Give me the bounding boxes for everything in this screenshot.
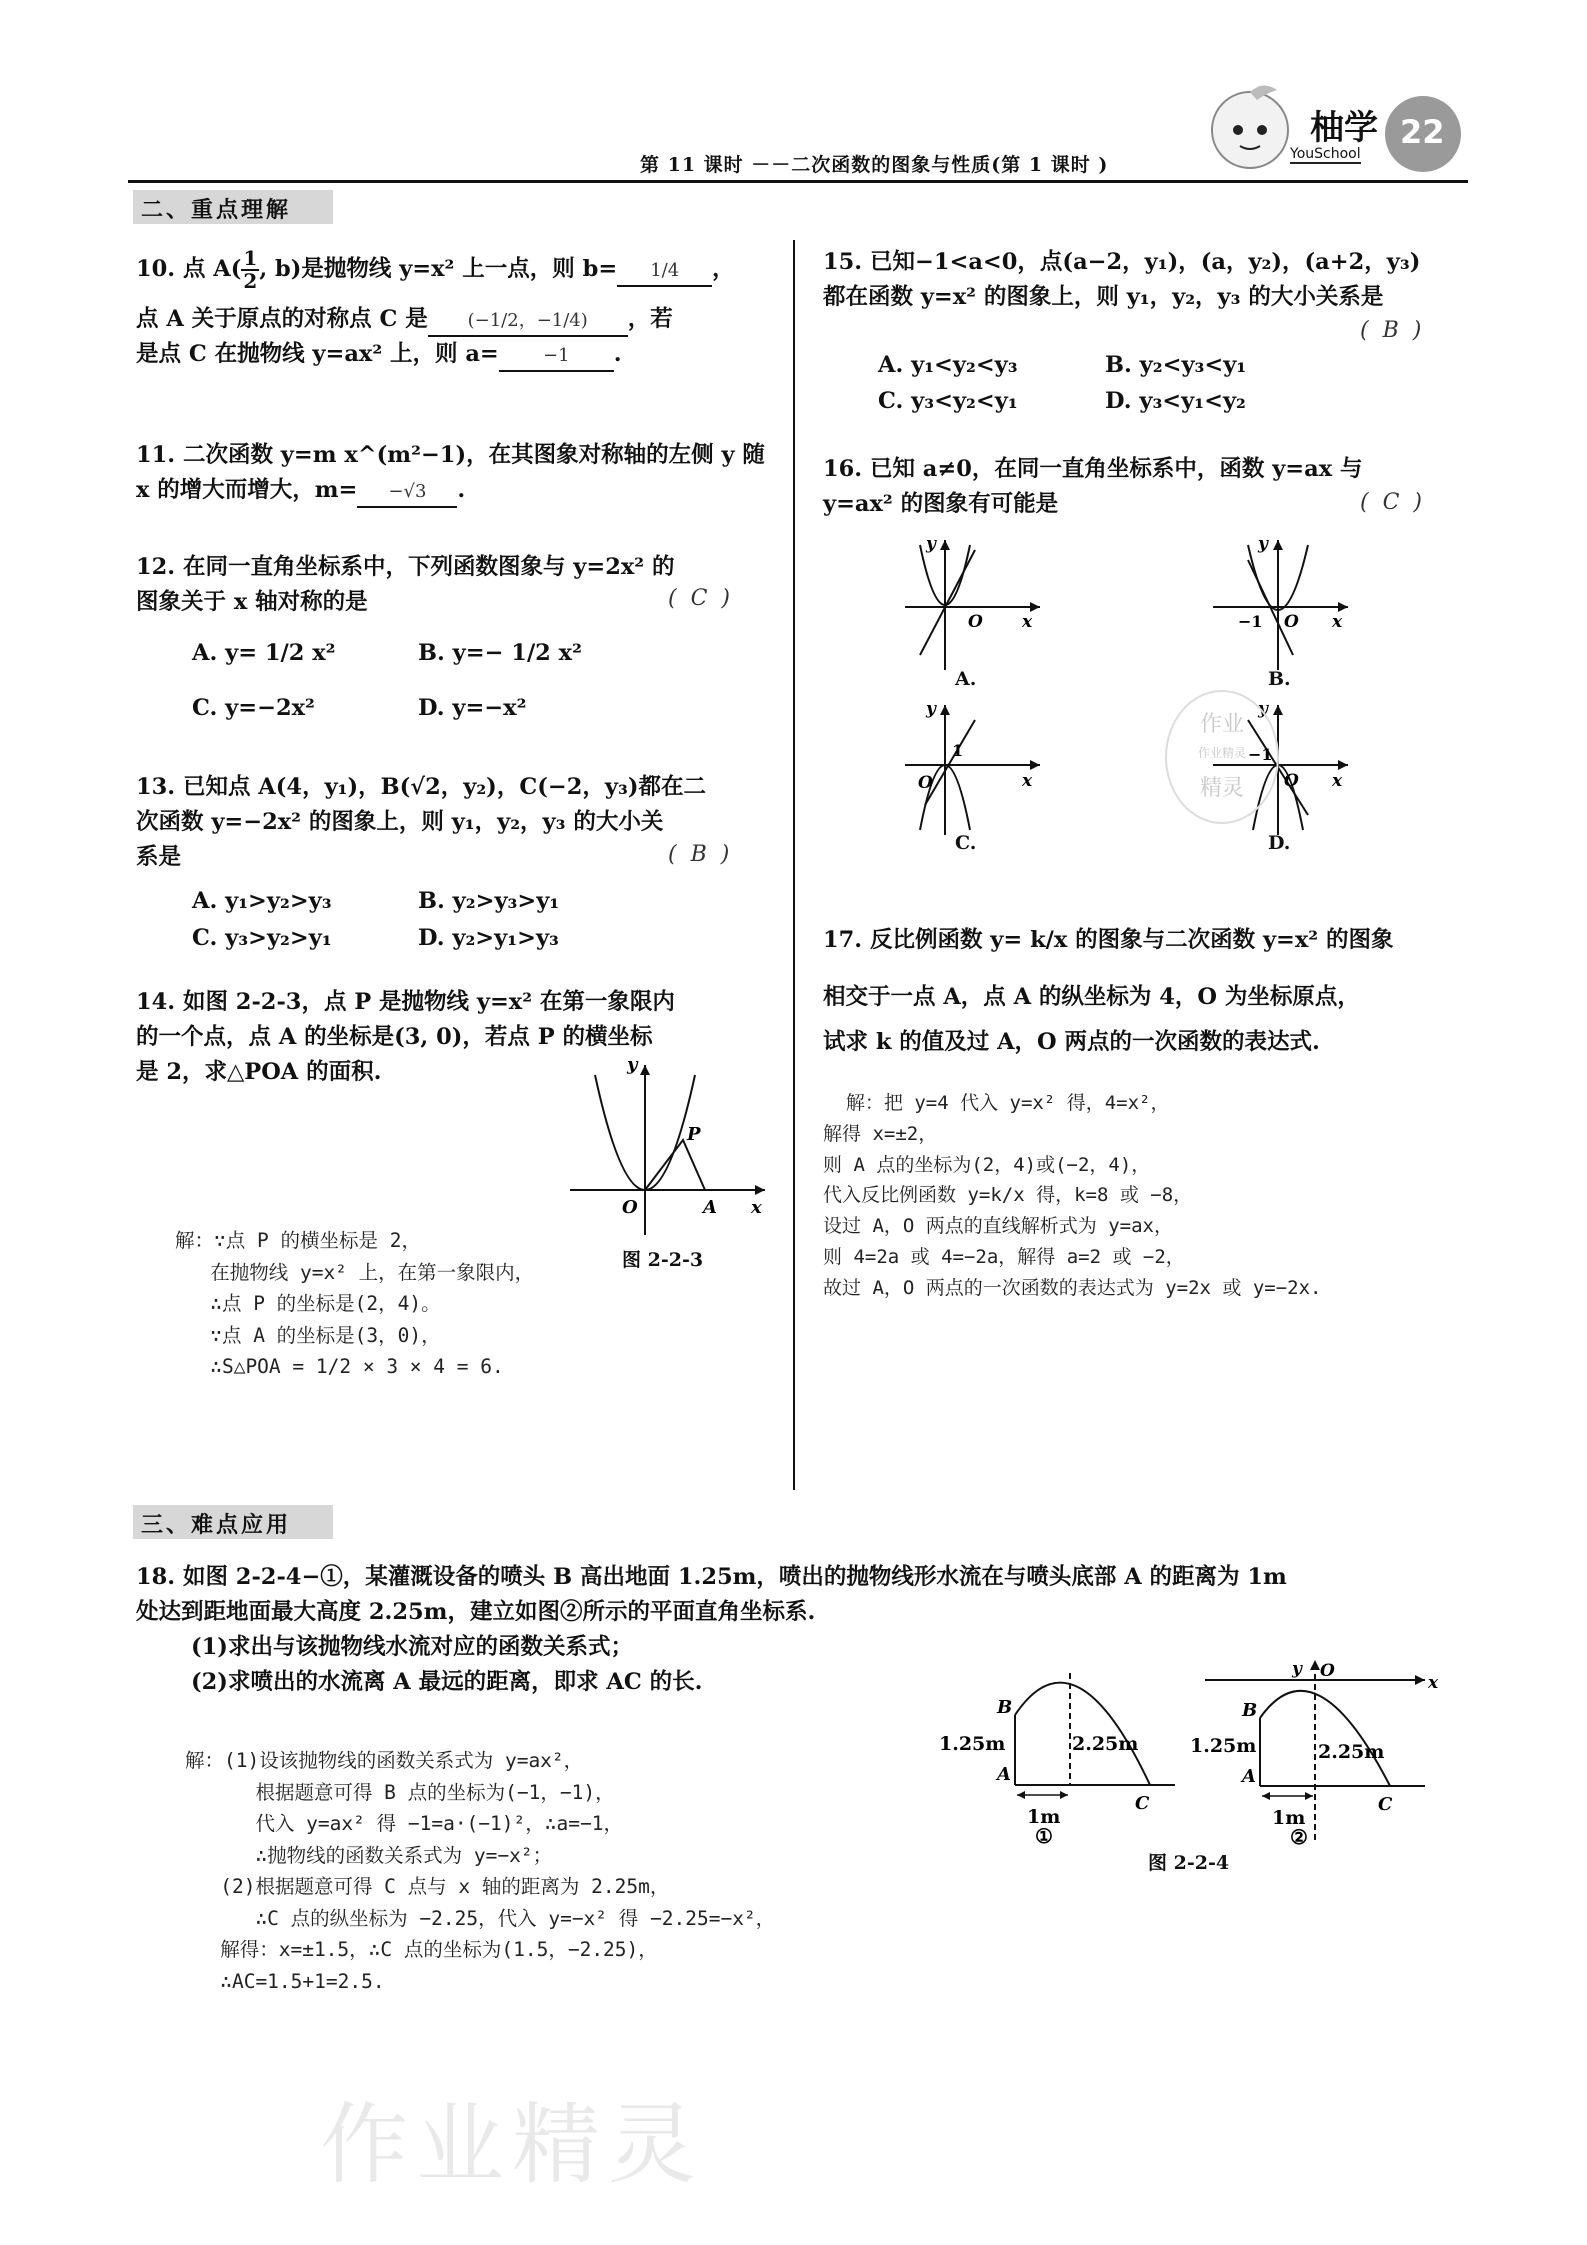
svg-text:x: x [1022,771,1033,791]
q17-line-2: 相交于一点 A，点 A 的纵坐标为 4，O 为坐标原点， [823,984,1360,1010]
q15-option-b: B. y₂<y₃<y₁ [1105,352,1247,378]
q15-option-d: D. y₃<y₁<y₂ [1105,388,1246,414]
q14-sol-line: ∴点 P 的坐标是(2，4)。 [175,1292,441,1316]
q18-sol-line: 根据题意可得 B 点的坐标为(−1，−1)， [185,1780,615,1804]
question-11 [136,438,776,508]
svg-text:C: C [1378,1794,1393,1815]
fig2-number: ② [1290,1825,1308,1849]
q10-text-g: . [613,340,622,367]
q18-sol-line: 解得：x=±1.5，∴C 点的坐标为(1.5，−2.25)， [185,1938,658,1962]
q13-option-c: C. y₃>y₂>y₁ [192,925,332,951]
q13-option-d: D. y₂>y₁>y₃ [418,925,559,951]
svg-text:x: x [1332,771,1343,791]
q17-sol-line: 则 A 点的坐标为(2，4)或(−2，4)， [823,1153,1151,1176]
q12-line-2: 图象关于 x 轴对称的是 [136,588,368,615]
watermark-stamp [1165,690,1279,824]
q18-sol-line: 代入 y=ax² 得 −1=a·(−1)²，∴a=−1， [185,1812,623,1836]
header-rule [128,180,1468,183]
svg-text:y: y [926,700,936,719]
q16-graph-c [900,700,1050,840]
stamp-mid-text: 作业精灵 [1197,746,1246,760]
q17-sol-line: 故过 A，O 两点的一次函数的表达式为 y=2x 或 y=−2x. [823,1276,1322,1299]
svg-text:y: y [1258,700,1268,719]
svg-text:x: x [751,1197,762,1218]
q18-sol-line: ∴抛物线的函数关系式为 y=−x²； [185,1843,553,1867]
q16-graph-b [1208,535,1358,675]
figure-2-2-4-1 [935,1645,1185,1845]
q13-answer: ( B ) [668,842,730,867]
q17-solution [823,1088,1321,1303]
q16-label-a: A. [955,668,977,690]
q14-solution [175,1225,534,1383]
svg-text:O: O [1284,612,1299,632]
q18-sol-line: ∴AC=1.5+1=2.5. [185,1970,385,1994]
q18-sol-line: ∴C 点的纵坐标为 −2.25，代入 y=−x² 得 −2.25=−x²， [185,1906,776,1930]
q14-sol-line: 在抛物线 y=x² 上，在第一象限内， [175,1260,535,1284]
lesson-title: 第 11 课时 －－二次函数的图象与性质(第 1 课时 ) [640,154,1109,176]
q17-line-1: 17. 反比例函数 y= k/x 的图象与二次函数 y=x² 的图象 [823,927,1394,953]
svg-text:x: x [1428,1673,1439,1693]
fig1-h2-label: 2.25m [1072,1733,1139,1755]
q12-answer: ( C ) [668,586,730,611]
column-divider [793,240,795,1490]
q12-line-1: 12. 在同一直角坐标系中，下列函数图象与 y=2x² 的 [136,554,675,580]
q11-line-1: 11. 二次函数 y=m x^(m²−1)，在其图象对称轴的左侧 y 随 [136,442,765,468]
q16-label-b: B. [1268,668,1291,690]
q16-label-c: C. [955,832,977,854]
q18-line-1: 18. 如图 2-2-4−①，某灌溉设备的喷头 B 高出地面 1.25m，喷出的抛物线形水流在与喷头底部 A 的距离为 1m [136,1564,1287,1590]
fig2-d-label: 1m [1272,1807,1306,1829]
q10-text-b: , b)是抛物线 y=x² 上一点，则 b= [259,256,618,282]
q10-answer-c: (−1/2，−1/4) [428,307,628,337]
q18-part-1: (1)求出与该抛物线水流对应的函数关系式； [191,1633,633,1660]
fig2-h1-label: 1.25m [1190,1735,1257,1757]
stamp-bottom-text: 精灵 [1199,776,1244,801]
q17-sol-line: 解：把 y=4 代入 y=x² 得，4=x²， [823,1092,1170,1114]
svg-text:A: A [1242,1766,1256,1787]
q13-option-a: A. y₁>y₂>y₃ [192,888,332,914]
page-number: 22 [1400,113,1445,151]
watermark-text: 作业精灵 [320,2093,705,2196]
q12-option-b: B. y=− 1/2 x² [418,640,582,666]
fig1-d-label: 1m [1027,1806,1061,1828]
figure-2-2-3-caption: 图 2-2-3 [622,1249,704,1271]
figure-2-2-4-2 [1190,1660,1440,1850]
q18-sol-line: (2)根据题意可得 C 点与 x 轴的距离为 2.25m， [185,1875,670,1899]
q14-line-1: 14. 如图 2-2-3，点 P 是抛物线 y=x² 在第一象限内 [136,989,675,1015]
q12-answer-letter: C [690,586,708,611]
q10-answer-a: −1 [499,342,614,372]
svg-text:O: O [1320,1661,1335,1681]
svg-text:P: P [687,1124,701,1145]
section-header-applications: 三、难点应用 [133,1505,333,1539]
q10-text-c: ， [712,256,735,282]
q10-text-f: 是点 C 在抛物线 y=ax² 上，则 a= [136,340,499,367]
svg-text:B: B [997,1697,1013,1718]
q11-answer: −√3 [357,478,457,508]
q16-answer-letter: C [1382,490,1400,515]
fig1-h1-label: 1.25m [939,1733,1006,1755]
q14-line-2: 的一个点，点 A 的坐标是(3, 0)，若点 P 的横坐标 [136,1023,653,1050]
svg-text:y: y [627,1055,638,1075]
q13-line-1: 13. 已知点 A(4，y₁)，B(√2，y₂)，C(−2，y₃)都在二 [136,774,706,800]
q14-sol-line: 解：∵点 P 的横坐标是 2， [175,1229,421,1252]
svg-text:C: C [1135,1793,1150,1814]
svg-text:y: y [1292,1660,1302,1679]
q15-option-a: A. y₁<y₂<y₃ [878,352,1018,378]
q17-line-3: 试求 k 的值及过 A，O 两点的一次函数的表达式. [823,1029,1320,1055]
q14-sol-line: ∵点 A 的坐标是(3，0)， [175,1323,441,1347]
svg-text:O: O [1284,771,1299,791]
q13-line-2: 次函数 y=−2x² 的图象上，则 y₁，y₂，y₃ 的大小关 [136,808,664,835]
q13-line-3: 系是 [136,843,182,870]
svg-text:−1: −1 [1248,745,1273,764]
brand-name: 柚学 [1310,108,1378,148]
svg-text:B: B [1242,1700,1258,1721]
q18-part-2: (2)求喷出的水流离 A 最远的距离，即求 AC 的长. [191,1668,703,1695]
figure-2-2-3 [565,1055,775,1240]
q15-answer-letter: B [1382,318,1399,343]
q16-line-1: 16. 已知 a≠0，在同一直角坐标系中，函数 y=ax 与 [823,456,1363,482]
q17-sol-line: 解得 x=±2， [823,1122,938,1145]
brand-subtitle: YouSchool [1290,146,1361,162]
fig2-h2-label: 2.25m [1318,1741,1385,1763]
q15-answer: ( B ) [1360,318,1422,343]
q11-text: x 的增大而增大，m= [136,476,358,503]
fig1-number: ① [1035,1824,1053,1845]
svg-text:A: A [703,1197,717,1218]
q12-option-c: C. y=−2x² [192,695,315,721]
svg-text:O: O [918,773,933,793]
q13-option-b: B. y₂>y₃>y₁ [418,888,560,914]
q16-graph-a [900,535,1050,675]
question-10 [136,248,776,372]
q16-line-2: y=ax² 的图象有可能是 [823,490,1059,517]
svg-text:O: O [622,1197,638,1218]
q16-label-d: D. [1268,832,1291,854]
svg-text:y: y [1258,535,1268,554]
svg-text:x: x [1022,612,1033,632]
q10-frac-num: 1 [243,246,258,270]
q14-line-3: 是 2，求△POA 的面积. [136,1058,382,1085]
q11-text-end: . [457,476,466,503]
q12-option-d: D. y=−x² [418,695,527,721]
q15-line-2: 都在函数 y=x² 的图象上，则 y₁，y₂，y₃ 的大小关系是 [823,283,1384,310]
question-15 [823,245,1473,315]
svg-text:O: O [968,612,983,632]
q10-text-e: ，若 [627,306,673,332]
svg-text:x: x [1332,612,1343,632]
q12-option-a: A. y= 1/2 x² [192,640,336,666]
svg-text:y: y [926,535,936,554]
question-17 [823,918,1483,1065]
q14-sol-line: ∴S△POA = 1/2 × 3 × 4 = 6. [175,1355,504,1379]
q10-text-d: 点 A 关于原点的对称点 C 是 [136,306,428,332]
q15-line-1: 15. 已知−1<a<0，点(a−2，y₁)，(a，y₂)，(a+2，y₃) [823,249,1421,275]
svg-text:A: A [997,1764,1011,1785]
q15-option-c: C. y₃<y₂<y₁ [878,388,1018,414]
q16-answer: ( C ) [1360,490,1422,515]
figure-2-2-4-caption: 图 2-2-4 [1148,1852,1230,1874]
q17-sol-line: 设过 A，O 两点的直线解析式为 y=ax， [823,1215,1173,1238]
q17-sol-line: 代入反比例函数 y=k/x 得，k=8 或 −8， [823,1184,1193,1207]
q10-text-a: 10. 点 A( [136,256,242,282]
svg-text:1: 1 [952,741,964,760]
q18-solution [185,1745,775,1998]
q10-frac-den: 2 [243,269,258,293]
section-header-key-points: 二、重点理解 [133,190,333,224]
q10-answer-b: 1/4 [617,257,712,287]
stamp-top-text: 作业 [1199,712,1244,737]
q18-line-2: 处达到距地面最大高度 2.25m，建立如图②所示的平面直角坐标系. [136,1598,816,1625]
q13-answer-letter: B [690,842,707,867]
q18-sol-line: 解：(1)设该抛物线的函数关系式为 y=ax²， [185,1749,584,1772]
svg-text:−1: −1 [1238,612,1263,631]
q17-sol-line: 则 4=2a 或 4=−2a，解得 a=2 或 −2， [823,1245,1185,1268]
